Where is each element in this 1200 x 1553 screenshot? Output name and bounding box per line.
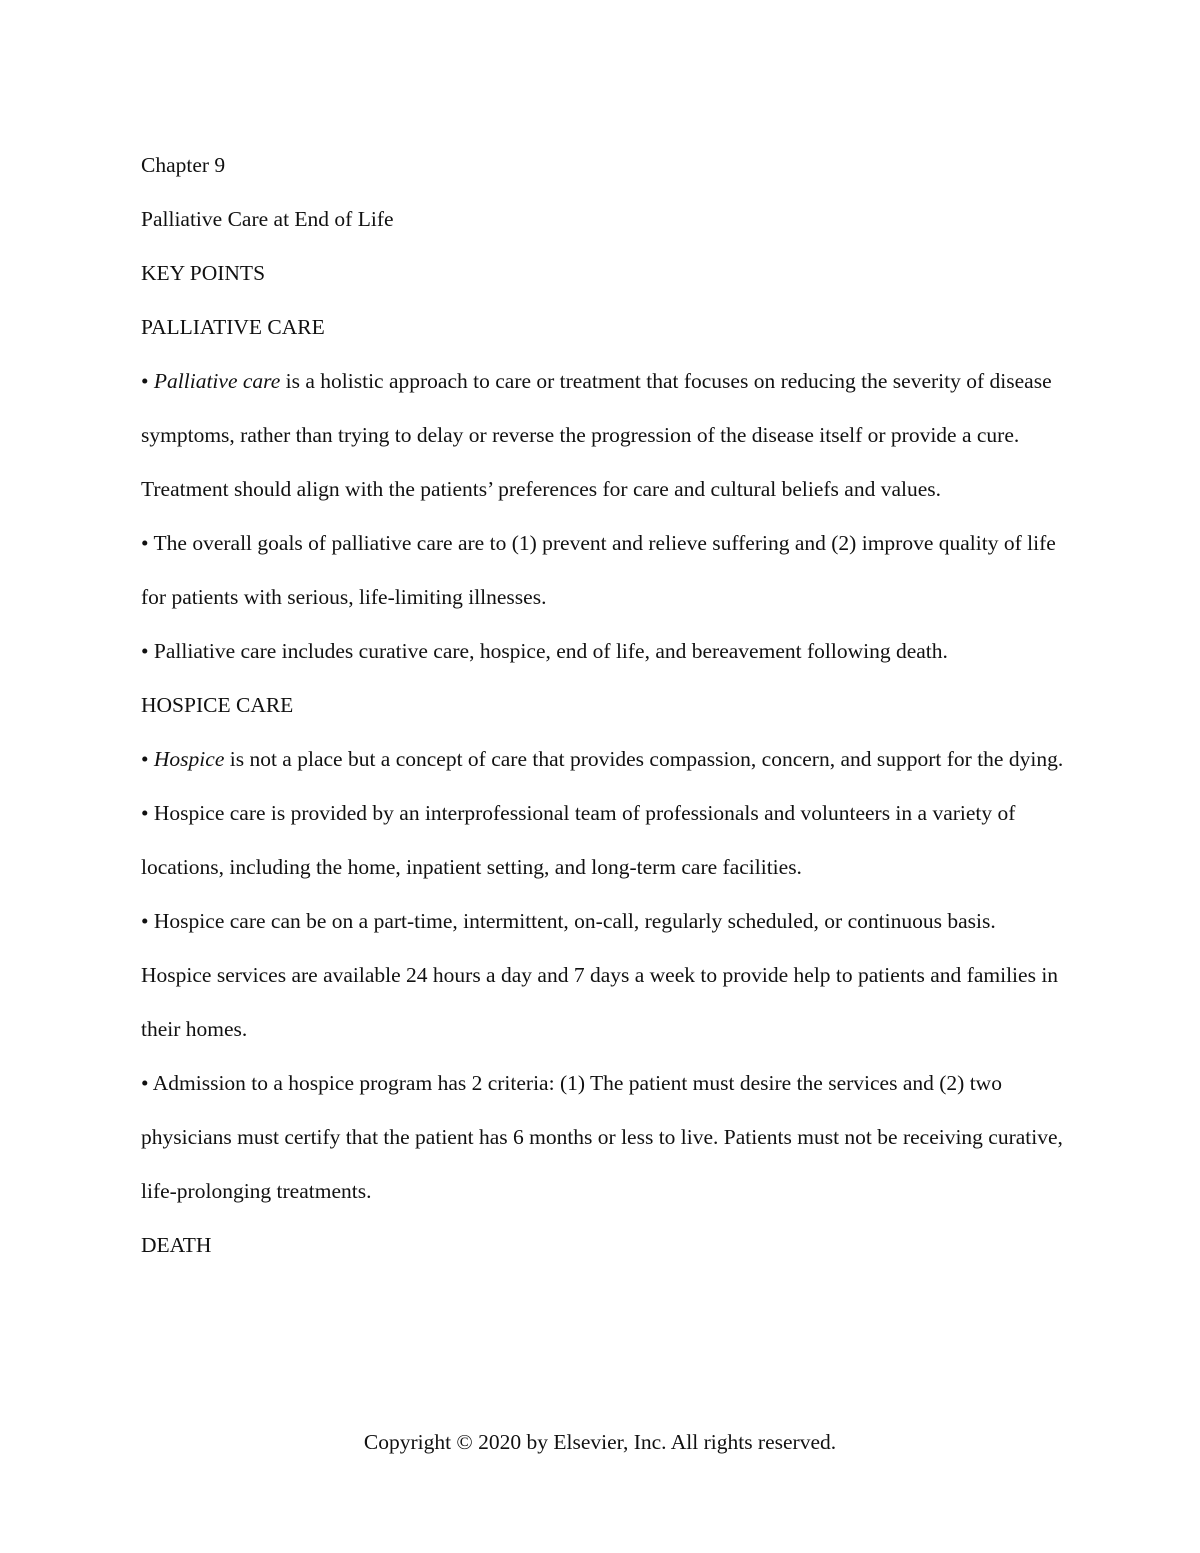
section-heading-hospice-care: HOSPICE CARE [141, 693, 294, 717]
bullet-text: Hospice care is provided by an interprofessional team of professionals and volunteers in a variety of locations, including the home, inpatient setting, and long-term care facilities. [141, 801, 1016, 879]
bullet-item [141, 786, 1066, 894]
bullet-text: is a holistic approach to care or treatment that focuses on reducing the severity of disease symptoms, rather than trying to delay or reverse the progression of the disease itself or provide a cure. Treatment should align with the patients’ preferences for care and cultural beliefs and values. [141, 369, 1052, 501]
bullet-item [141, 354, 1066, 516]
key-points-heading: KEY POINTS [141, 261, 266, 285]
section-heading-palliative-care: PALLIATIVE CARE [141, 315, 325, 339]
bullet-text: Palliative care includes curative care, hospice, end of life, and bereavement following death. [153, 639, 948, 663]
bullet-item [141, 516, 1066, 624]
copyright-footer: Copyright © 2020 by Elsevier, Inc. All rights reserved. [363, 1430, 837, 1454]
bullet-text: is not a place but a concept of care that provides compassion, concern, and support for the dying. [224, 747, 1064, 771]
bullet-term: Palliative care [153, 369, 281, 393]
bullet-item [141, 894, 1066, 1056]
chapter-label: Chapter 9 [141, 153, 226, 177]
bullet-item [141, 1056, 1066, 1218]
bullet-marker: • [141, 801, 149, 825]
bullet-marker: • [141, 639, 149, 663]
section-heading-death: DEATH [141, 1233, 212, 1257]
bullet-item [141, 732, 1066, 786]
bullet-marker: • [141, 531, 149, 555]
bullet-marker: • [141, 747, 149, 771]
document-body [141, 138, 1066, 1272]
bullet-text: The overall goals of palliative care are to (1) prevent and relieve suffering and (2) improve quality of life for patients with serious, life-limiting illnesses. [141, 531, 1056, 609]
bullet-marker: • [141, 1071, 149, 1095]
bullet-text: Hospice care can be on a part-time, intermittent, on-call, regularly scheduled, or continuous basis. Hospice services are available 24 hours a day and 7 days a week to provide help to patients and families in their homes. [141, 909, 1059, 1041]
bullet-text: Admission to a hospice program has 2 criteria: (1) The patient must desire the services and (2) two physicians must certify that the patient has 6 months or less to live. Patients must not be receiving curative, life-prolonging treatments. [141, 1071, 1063, 1203]
chapter-title: Palliative Care at End of Life [141, 207, 394, 231]
bullet-marker: • [141, 369, 149, 393]
bullet-item [141, 624, 1066, 678]
bullet-term: Hospice [153, 747, 225, 771]
bullet-marker: • [141, 909, 149, 933]
